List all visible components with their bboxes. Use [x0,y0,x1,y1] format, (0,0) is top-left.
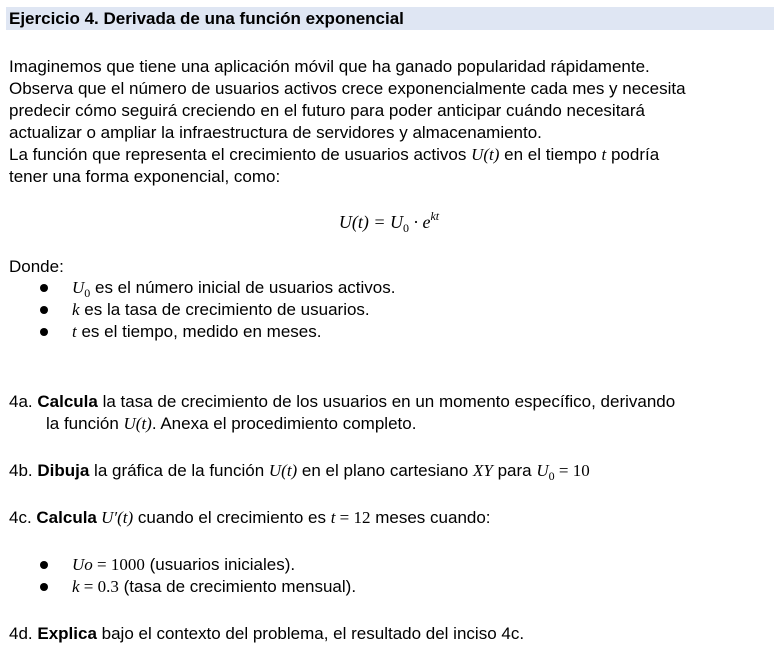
task-4b [9,460,590,487]
math-var: t [72,322,77,341]
growth-formula [0,209,778,236]
task-text: bajo el contexto del problema, el resultado del inciso 4c. [96,624,525,643]
math-eq: = 12 [335,508,371,527]
intro-line-3: predecir cómo seguirá creciendo en el futuro para poder anticipar cuándo necesitará [9,101,645,120]
task-text: cuando el crecimiento es [133,508,331,527]
task-4a-cont [46,413,416,435]
math-var: k [72,300,80,319]
task-text: meses cuando: [370,508,491,527]
intro-line-2: Observa que el número de usuarios activos crece exponencialmente cada mes y necesita [9,79,686,98]
math-eq: = 10 [554,461,590,480]
donde-item [72,321,321,343]
bullet-icon [40,306,48,314]
bullet-icon [40,561,48,569]
formula-sub: 0 [402,221,409,235]
math-eq: = 0.3 [79,577,119,596]
task-text: la gráfica de la función [89,461,269,480]
intro-line-1: Imaginemos que tiene una aplicación móvil que ha ganado popularidad rápidamente. [9,57,650,76]
task-label: 4a. [9,392,38,411]
math-sub: 0 [548,469,555,483]
math-var: t [330,508,336,527]
task-4c-item [72,554,295,576]
task-text: en el plano cartesiano [297,461,473,480]
task-label: 4b. [9,461,38,480]
math-var: U(t) [268,461,298,480]
task-text: . Anexa el procedimiento completo. [151,414,417,433]
intro-line-6: tener una forma exponencial, como: [9,167,281,186]
task-item-text: (tasa de crecimiento mensual). [118,577,357,596]
task-4c-item [72,576,356,598]
formula-mid: · e [408,212,431,232]
math-var: U(t) [123,414,152,433]
math-var: k [72,577,80,596]
donde-item [72,299,370,321]
task-verb: Explica [37,624,97,643]
donde-item-text: es la tasa de crecimiento de usuarios. [79,300,370,319]
task-4c [9,507,491,529]
intro-line-5 [9,144,774,166]
math-eq: = 1000 [92,555,145,574]
task-item-text: (usuarios iniciales). [144,555,296,574]
donde-item-text: es el número inicial de usuarios activos. [90,278,396,297]
task-label: 4d. [9,624,38,643]
task-text: para [492,461,537,480]
task-4a [9,391,675,413]
formula-lhs: U(t) = U [338,212,403,232]
bullet-icon [40,284,48,292]
math-var: U [536,461,549,480]
math-var: XY [473,461,493,480]
intro-line-4: actualizar o ampliar la infraestructura de servidores y almacenamiento. [9,123,542,142]
task-verb: Calcula [36,508,97,527]
math-var: U′(t) [96,508,134,527]
exercise-title: Ejercicio 4. Derivada de una función exponencial [9,9,404,28]
task-text: la función [46,414,124,433]
intro-text: podría [606,145,660,164]
math-var: U(t) [471,145,500,164]
bullet-icon [40,583,48,591]
formula-sup: kt [430,209,440,223]
intro-text: en el tiempo [499,145,602,164]
task-text: la tasa de crecimiento de los usuarios en un momento específico, derivando [97,392,676,411]
intro-text: La función que representa el crecimiento de usuarios activos [9,145,472,164]
donde-item-text: es el tiempo, medido en meses. [76,322,322,341]
math-var: Uo [72,555,93,574]
math-var: t [601,145,607,164]
task-verb: Calcula [37,392,98,411]
math-var: U [72,278,85,297]
donde-label: Donde: [9,257,64,276]
math-sub: 0 [84,286,91,300]
task-verb: Dibuja [37,461,90,480]
bullet-icon [40,328,48,336]
task-4d [9,623,524,645]
task-label: 4c. [9,508,37,527]
